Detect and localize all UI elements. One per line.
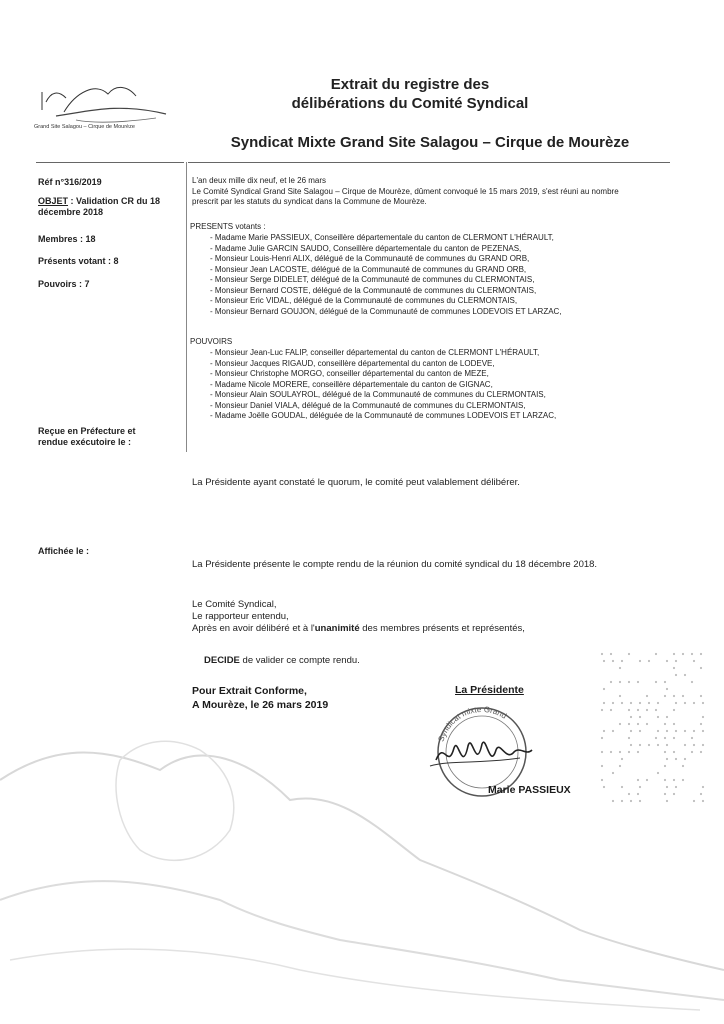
pattern-dot	[691, 751, 693, 753]
pattern-dot	[630, 716, 632, 718]
pattern-dot	[657, 772, 659, 774]
pattern-dot	[637, 709, 639, 711]
pattern-dot	[639, 730, 641, 732]
pouvoirs-header: POUVOIRS	[190, 337, 233, 346]
pattern-dot	[693, 744, 695, 746]
pattern-dot	[639, 660, 641, 662]
pattern-dot	[702, 702, 704, 704]
intro-line3: prescrit par les statuts du syndicat dans la Commune de Mourèze.	[192, 197, 427, 206]
pattern-dot	[619, 723, 621, 725]
margin-dot-pattern	[596, 650, 716, 810]
compte-rendu-statement: La Présidente présente le compte rendu de la réunion du comité syndical du 18 décembre 2018.	[192, 559, 598, 570]
pattern-dot	[619, 751, 621, 753]
pattern-dot	[700, 695, 702, 697]
pattern-dot	[675, 702, 677, 704]
pattern-dot	[655, 653, 657, 655]
pattern-dot	[646, 695, 648, 697]
intro-line1: L'an deux mille dix neuf, et le 26 mars	[192, 176, 327, 185]
pattern-dot	[648, 660, 650, 662]
membres-count: Membres : 18	[38, 234, 96, 244]
comite-line3-end: des membres présents et représentés,	[359, 623, 525, 634]
pattern-dot	[700, 793, 702, 795]
pattern-dot	[637, 779, 639, 781]
pattern-dot	[693, 660, 695, 662]
pattern-dot	[621, 786, 623, 788]
pattern-dot	[675, 660, 677, 662]
pattern-dot	[621, 800, 623, 802]
pattern-dot	[610, 751, 612, 753]
pattern-dot	[673, 723, 675, 725]
pattern-dot	[666, 688, 668, 690]
pattern-dot	[646, 709, 648, 711]
stamp-text: Syndicat mixte Grand	[436, 704, 509, 743]
extrait-line1: Pour Extrait Conforme,	[192, 685, 307, 697]
pattern-dot	[657, 716, 659, 718]
pattern-dot	[621, 660, 623, 662]
pattern-dot	[664, 681, 666, 683]
pattern-dot	[630, 744, 632, 746]
pattern-dot	[675, 758, 677, 760]
comite-line1: Le Comité Syndical,	[192, 599, 277, 610]
unanimite-word: unanimité	[314, 623, 360, 634]
list-item: - Monsieur Jean LACOSTE, délégué de la Communauté de communes du GRAND ORB,	[210, 264, 527, 274]
pattern-dot	[619, 765, 621, 767]
pattern-dot	[619, 681, 621, 683]
pattern-dot	[619, 667, 621, 669]
pattern-dot	[693, 730, 695, 732]
pattern-dot	[630, 730, 632, 732]
pattern-dot	[610, 709, 612, 711]
pattern-dot	[693, 702, 695, 704]
pattern-dot	[693, 800, 695, 802]
pattern-dot	[630, 702, 632, 704]
pattern-dot	[612, 702, 614, 704]
prefecture-reception-line2: rendue exécutoire le :	[38, 437, 132, 447]
pattern-dot	[603, 660, 605, 662]
presidente-label: La Présidente	[455, 684, 524, 696]
pattern-dot	[702, 716, 704, 718]
pattern-dot	[666, 800, 668, 802]
intro-line2: Le Comité Syndical Grand Site Salagou – Cirque de Mourèze, dûment convoqué le 15 mars 2019, s'est réuni au nombre	[192, 186, 619, 196]
pattern-dot	[682, 695, 684, 697]
pattern-dot	[673, 751, 675, 753]
pattern-dot	[682, 765, 684, 767]
decide-text: de valider ce compte rendu.	[239, 655, 360, 666]
pattern-dot	[702, 744, 704, 746]
pattern-dot	[628, 737, 630, 739]
pattern-dot	[682, 653, 684, 655]
pattern-dot	[603, 702, 605, 704]
pattern-dot	[630, 800, 632, 802]
pattern-dot	[628, 793, 630, 795]
decision	[204, 655, 624, 667]
pattern-dot	[657, 744, 659, 746]
pouvoirs-list	[210, 348, 690, 422]
pouvoirs-count: Pouvoirs : 7	[38, 279, 90, 289]
list-item: - Monsieur Christophe MORGO, conseiller départemental du canton de MEZE,	[210, 369, 489, 378]
pattern-dot	[612, 772, 614, 774]
pattern-dot	[610, 681, 612, 683]
pattern-dot	[601, 737, 603, 739]
pattern-dot	[673, 779, 675, 781]
extrait-conforme	[192, 684, 412, 712]
quorum-statement: La Présidente ayant constaté le quorum, le comité peut valablement délibérer.	[192, 477, 520, 488]
pattern-dot	[666, 786, 668, 788]
list-item: - Madame Marie PASSIEUX, Conseillère départementale du canton de CLERMONT L'HÉRAULT,	[210, 233, 554, 242]
pattern-dot	[673, 737, 675, 739]
pattern-dot	[673, 667, 675, 669]
list-item: - Monsieur Jacques RIGAUD, conseillère départemental du canton de LODEVE,	[210, 358, 495, 368]
pattern-dot	[673, 695, 675, 697]
list-item: - Monsieur Serge DIDELET, délégué de la Communauté de communes du CLERMONTAIS,	[210, 275, 535, 284]
separator-right	[188, 162, 670, 163]
pattern-dot	[684, 730, 686, 732]
pattern-dot	[601, 653, 603, 655]
register-title-line2: délibérations du Comité Syndical	[291, 95, 529, 112]
objet-block	[38, 196, 174, 218]
pattern-dot	[664, 751, 666, 753]
pattern-dot	[700, 653, 702, 655]
list-item: - Madame Nicole MORERE, conseillère départementale du canton de GIGNAC,	[210, 379, 493, 389]
pattern-dot	[639, 744, 641, 746]
pattern-dot	[700, 723, 702, 725]
pattern-dot	[664, 765, 666, 767]
pattern-dot	[675, 786, 677, 788]
pattern-dot	[612, 660, 614, 662]
pattern-dot	[691, 737, 693, 739]
objet-label: OBJET	[38, 196, 69, 206]
syndicat-title: Syndicat Mixte Grand Site Salagou – Cirque de Mourèze	[230, 134, 630, 151]
pattern-dot	[603, 688, 605, 690]
comite-line3	[192, 623, 682, 635]
pattern-dot	[612, 730, 614, 732]
pattern-dot	[666, 744, 668, 746]
pattern-dot	[601, 779, 603, 781]
presents-header: PRESENTS votants :	[190, 222, 266, 231]
pattern-dot	[637, 793, 639, 795]
list-item: - Madame Julie GARCIN SAUDO, Conseillère départementale du canton de PEZENAS,	[210, 243, 522, 253]
pattern-dot	[666, 758, 668, 760]
pattern-dot	[639, 716, 641, 718]
pattern-dot	[628, 681, 630, 683]
list-item: - Monsieur Bernard GOUJON, délégué de la Communauté de communes LODEVOIS ET LARZAC,	[210, 306, 562, 316]
list-item: - Madame Joëlle GOUDAL, déléguée de la Communauté de communes LODEVOIS ET LARZAC,	[210, 411, 557, 420]
pattern-dot	[664, 723, 666, 725]
comite-line3-start: Après en avoir délibéré et à l'	[192, 623, 315, 634]
pattern-dot	[673, 793, 675, 795]
comite-block	[192, 599, 682, 635]
separator-left	[36, 162, 184, 163]
pattern-dot	[648, 702, 650, 704]
prefecture-reception-line1: Reçue en Préfecture et	[38, 426, 136, 436]
pattern-dot	[619, 695, 621, 697]
pattern-dot	[691, 681, 693, 683]
pattern-dot	[601, 751, 603, 753]
pattern-dot	[684, 744, 686, 746]
pattern-dot	[700, 751, 702, 753]
pattern-dot	[666, 716, 668, 718]
objet-text: : Validation CR du 18 décembre 2018	[38, 196, 161, 217]
pattern-dot	[646, 779, 648, 781]
pattern-dot	[621, 758, 623, 760]
pattern-dot	[601, 709, 603, 711]
pattern-dot	[675, 674, 677, 676]
reference-number: Réf n°316/2019	[38, 177, 102, 187]
pattern-dot	[628, 653, 630, 655]
comite-line2: Le rapporteur entendu,	[192, 611, 289, 622]
pattern-dot	[684, 674, 686, 676]
pattern-dot	[682, 779, 684, 781]
pattern-dot	[700, 667, 702, 669]
pattern-dot	[639, 800, 641, 802]
extrait-line2: A Mourèze, le 26 mars 2019	[192, 699, 329, 711]
pattern-dot	[601, 765, 603, 767]
pattern-dot	[655, 709, 657, 711]
pattern-dot	[673, 653, 675, 655]
pattern-dot	[657, 702, 659, 704]
presents-votant-count: Présents votant : 8	[38, 256, 119, 266]
register-title-line1: Extrait du registre des	[330, 76, 490, 93]
pattern-dot	[673, 709, 675, 711]
pattern-dot	[628, 751, 630, 753]
prefecture-reception	[38, 426, 178, 448]
pattern-dot	[664, 779, 666, 781]
pattern-dot	[648, 744, 650, 746]
list-item: - Monsieur Alain SOULAYROL, délégué de la Communauté de communes du CLERMONTAIS,	[210, 390, 546, 399]
decide-word: DECIDE	[204, 655, 240, 666]
pattern-dot	[655, 737, 657, 739]
pattern-dot	[664, 793, 666, 795]
pattern-dot	[684, 702, 686, 704]
pattern-dot	[628, 709, 630, 711]
pattern-dot	[657, 730, 659, 732]
pattern-dot	[702, 730, 704, 732]
pattern-dot	[702, 786, 704, 788]
pattern-dot	[666, 730, 668, 732]
pattern-dot	[610, 653, 612, 655]
pattern-dot	[603, 730, 605, 732]
pattern-dot	[691, 653, 693, 655]
meeting-intro	[192, 176, 682, 208]
list-item: - Monsieur Eric VIDAL, délégué de la Communauté de communes du CLERMONTAIS,	[210, 296, 518, 305]
presents-list	[210, 233, 690, 317]
pattern-dot	[621, 702, 623, 704]
affichee-label: Affichée le :	[38, 546, 90, 556]
pattern-dot	[637, 723, 639, 725]
list-item: - Monsieur Daniel VIALA, délégué de la Communauté de communes du CLERMONTAIS,	[210, 400, 526, 410]
presidente-name: Marie PASSIEUX	[488, 784, 571, 796]
logo-caption: Grand Site Salagou – Cirque de Mourèze	[34, 124, 135, 130]
pattern-dot	[675, 730, 677, 732]
list-item: - Monsieur Louis-Henri ALIX, délégué de la Communauté de communes du GRAND ORB,	[210, 254, 530, 263]
pattern-dot	[603, 786, 605, 788]
pattern-dot	[646, 723, 648, 725]
pattern-dot	[664, 695, 666, 697]
pattern-dot	[655, 681, 657, 683]
pattern-dot	[666, 660, 668, 662]
list-item: - Monsieur Bernard COSTE, délégué de la Communauté de communes du CLERMONTAIS,	[210, 285, 537, 295]
pattern-dot	[637, 751, 639, 753]
separator-vertical	[186, 162, 187, 452]
pattern-dot	[639, 702, 641, 704]
pattern-dot	[637, 681, 639, 683]
list-item: - Monsieur Jean-Luc FALIP, conseiller départemental du canton de CLERMONT L'HÉRAULT,	[210, 348, 540, 357]
pattern-dot	[639, 786, 641, 788]
pattern-dot	[612, 800, 614, 802]
pattern-dot	[628, 723, 630, 725]
pattern-dot	[684, 758, 686, 760]
svg-text:Syndicat mixte Grand	[437, 705, 509, 743]
pattern-dot	[664, 737, 666, 739]
pattern-dot	[702, 800, 704, 802]
